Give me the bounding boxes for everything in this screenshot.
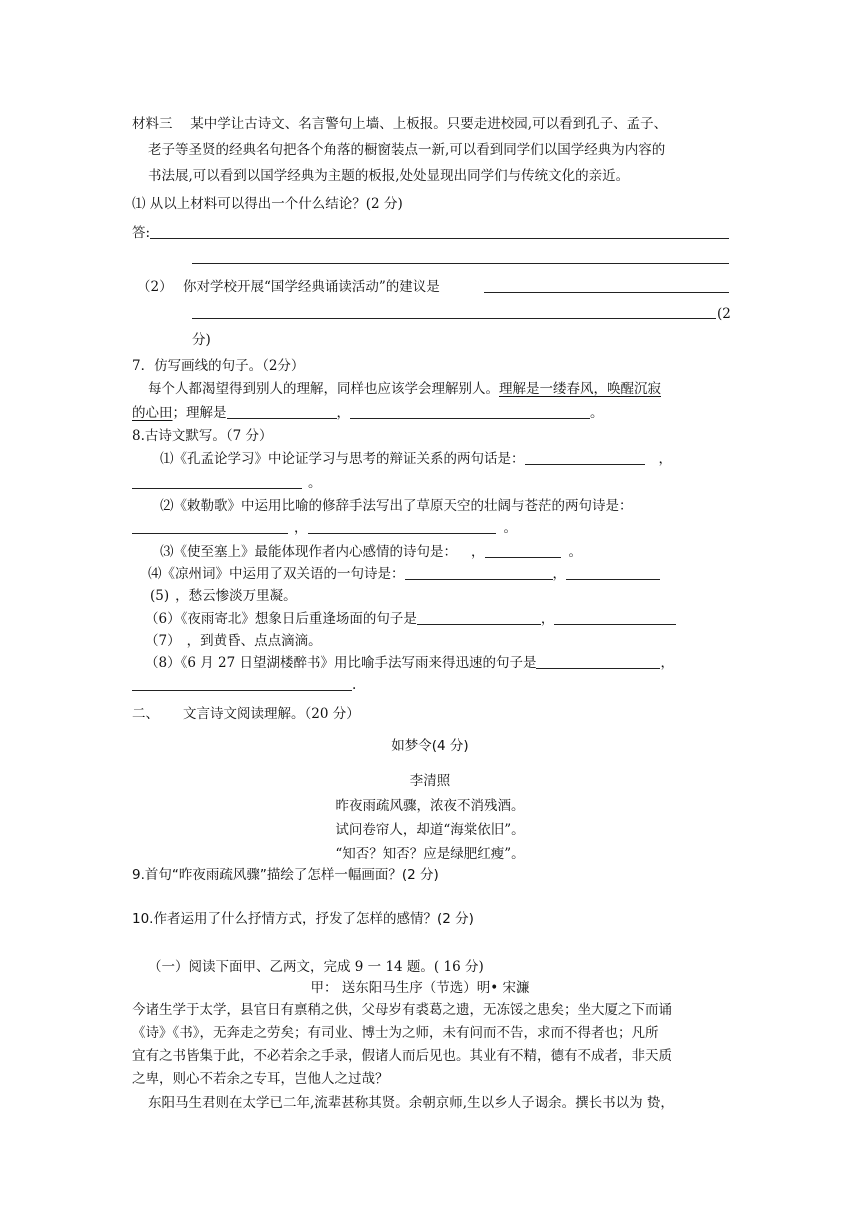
q8-item-6-text: （6）《夜雨寄北》想象日后重逢场面的句子是: [145, 611, 417, 627]
q8-3-period: 。: [568, 544, 582, 560]
question-2-number: （2）: [137, 279, 173, 295]
q7-blank-1[interactable]: [227, 404, 337, 419]
q8-item-2-cont: [132, 519, 517, 537]
answer-label: 答:: [132, 225, 151, 241]
passage-line-5: 东阳马生君则在太学已二年,流辈甚称其贤。余朝京师,生以乡人子谒余。撰长书以为 贽，: [148, 1095, 674, 1111]
q8-item-6: [145, 610, 676, 628]
question-2-score-b: 分): [192, 332, 211, 348]
answer-line-1[interactable]: [150, 238, 729, 239]
reading-intro: （一）阅读下面甲、乙两文，完成 9 一 14 题。( 16 分): [148, 959, 484, 975]
poem-author: 李清照: [409, 773, 451, 789]
q8-item-7-number: （7）: [145, 633, 181, 649]
question-7-underlined-2: 的心田: [132, 405, 173, 421]
section-2-title: 文言诗文阅读理解。（20 分）: [183, 706, 360, 722]
q8-2-period: 。: [503, 520, 517, 536]
q8-1-period: 。: [308, 475, 322, 491]
q8-item-1-text: ⑴《孔孟论学习》中论证学习与思考的辩证关系的两句话是：: [160, 451, 525, 467]
q8-item-5-text: ，愁云惨淡万里凝。: [175, 588, 297, 604]
answer-line-2[interactable]: [192, 263, 729, 264]
q8-item-8-text: （8）《6 月 27 日望湖楼醉书》用比喻手法写雨来得迅速的句子是: [145, 655, 537, 671]
question-9: 9.首句“昨夜雨疏风骤”描绘了怎样一幅画面？(2 分): [132, 867, 439, 883]
passage-title-row: [0, 979, 860, 997]
q8-item-2: ⑵《敕勒歌》中运用比喻的修辞手法写出了草原天空的壮阔与苍茫的两句诗是：: [160, 498, 633, 514]
q8-3-comma: ，: [471, 544, 485, 560]
q8-6-comma: ，: [540, 611, 555, 627]
q8-4-comma: ，: [552, 566, 566, 582]
q8-2-comma: ，: [294, 520, 308, 536]
poem-title-row: [0, 737, 860, 755]
q7-period: 。: [590, 405, 604, 421]
q8-item-1-cont: [132, 474, 322, 492]
poem-line-3: “知否？知否？应是绿肥红瘦”。: [335, 846, 525, 862]
q8-3-blank-b[interactable]: [485, 543, 561, 558]
q8-1-blank-b[interactable]: [132, 474, 302, 489]
q8-8-blank-a[interactable]: [536, 654, 660, 669]
poem-line-3-row: [0, 845, 860, 863]
question-7-line-1: [148, 380, 661, 398]
q7-comma: ，: [336, 405, 350, 421]
q8-item-5-number: (5): [150, 588, 170, 604]
material3-line-3: 书法展,可以看到以国学经典为主题的板报,处处显现出同学们与传统文化的亲近。: [148, 168, 630, 184]
q8-6-blank-b[interactable]: [554, 610, 676, 625]
poem-line-2-row: [0, 821, 860, 839]
poem-line-1: 昨夜雨疏风骤，浓夜不消残酒。: [335, 798, 525, 814]
question-10: 10.作者运用了什么抒情方式，抒发了怎样的感情？(2 分): [132, 911, 474, 927]
question-7-plain: 每个人都渴望得到别人的理解，同样也应该学会理解别人。: [148, 381, 499, 397]
q8-2-blank-b[interactable]: [308, 519, 496, 534]
poem-title: 如梦令(4 分): [391, 738, 469, 754]
question-2-score-a: (2: [717, 306, 731, 322]
q8-4-blank-b[interactable]: [566, 565, 660, 580]
q7-blank-2[interactable]: [350, 404, 590, 419]
passage-jia-title: 甲： 送东阳马生序（节选）明• 宋濂: [310, 980, 530, 996]
q8-item-3: [160, 543, 582, 561]
q8-item-4: [148, 565, 660, 583]
q8-item-7-text: ，到黄昏、点点滴滴。: [186, 633, 322, 649]
passage-line-4: 之卑，则心不若余之专耳，岂他人之过哉？: [132, 1071, 389, 1087]
poem-line-1-row: [0, 797, 860, 815]
q8-6-blank-a[interactable]: [417, 610, 541, 625]
q8-item-8-cont: [132, 676, 356, 694]
q8-1-comma: ，: [658, 451, 672, 467]
poem-author-row: [0, 772, 860, 790]
material3-line-2: 老子等圣贤的经典名句把各个角落的橱窗装点一新,可以看到同学们以国学经典为内容的: [148, 142, 666, 158]
q8-item-4-text: ⑷《凉州词》中运用了双关语的一句诗是：: [148, 566, 405, 582]
q8-8-blank-b[interactable]: [132, 676, 352, 691]
q8-1-blank-a[interactable]: [525, 450, 645, 465]
passage-line-2: 《诗》《书》，无奔走之劳矣；有司业、博士为之师，未有问而不告，求而不得者也；凡所: [132, 1025, 659, 1041]
q8-item-5: [150, 587, 297, 605]
passage-line-3: 宜有之书皆集于此，不必若余之手录，假诸人而后见也。其业有不精，德有不成者，非天质: [132, 1048, 672, 1064]
q8-item-8: [145, 654, 674, 672]
q8-item-3-text: ⑶《使至塞上》最能体现作者内心感情的诗句是：: [160, 544, 457, 560]
answer-line-4[interactable]: [192, 318, 716, 319]
material3-line-1: 材料三 某中学让古诗文、名言警句上墙、上板报。只要走进校园,可以看到孔子、孟子、: [132, 116, 668, 132]
passage-line-1: 今诸生学于太学，县官日有禀稍之供，父母岁有裘葛之遗，无冻馁之患矣；坐大厦之下而诵: [132, 1002, 672, 1018]
q8-item-7: [145, 632, 322, 650]
q8-8-comma: ，: [660, 655, 674, 671]
q8-2-blank-a[interactable]: [132, 519, 288, 534]
section-2-number: 二、: [132, 706, 159, 722]
question-7-line-2: [132, 404, 604, 422]
question-2-text: 你对学校开展“国学经典诵读活动”的建议是: [183, 279, 440, 295]
question-7-prompt: ；理解是: [172, 405, 227, 421]
q8-item-1: [160, 450, 672, 468]
answer-line-3[interactable]: [484, 292, 729, 293]
question-8-title: 8.古诗文默写。（7 分）: [132, 428, 273, 444]
poem-line-2: 试问卷帘人，却道“海棠依旧”。: [335, 822, 525, 838]
question-7-underlined: 理解是一缕春风，唤醒沉寂: [499, 381, 661, 397]
q8-4-blank-a[interactable]: [405, 565, 553, 580]
q8-8-dot: .: [352, 677, 357, 693]
question-1: ⑴ 从以上材料可以得出一个什么结论？(2 分): [132, 196, 403, 212]
question-7-title: 7．仿写画线的句子。（2分）: [132, 358, 305, 374]
